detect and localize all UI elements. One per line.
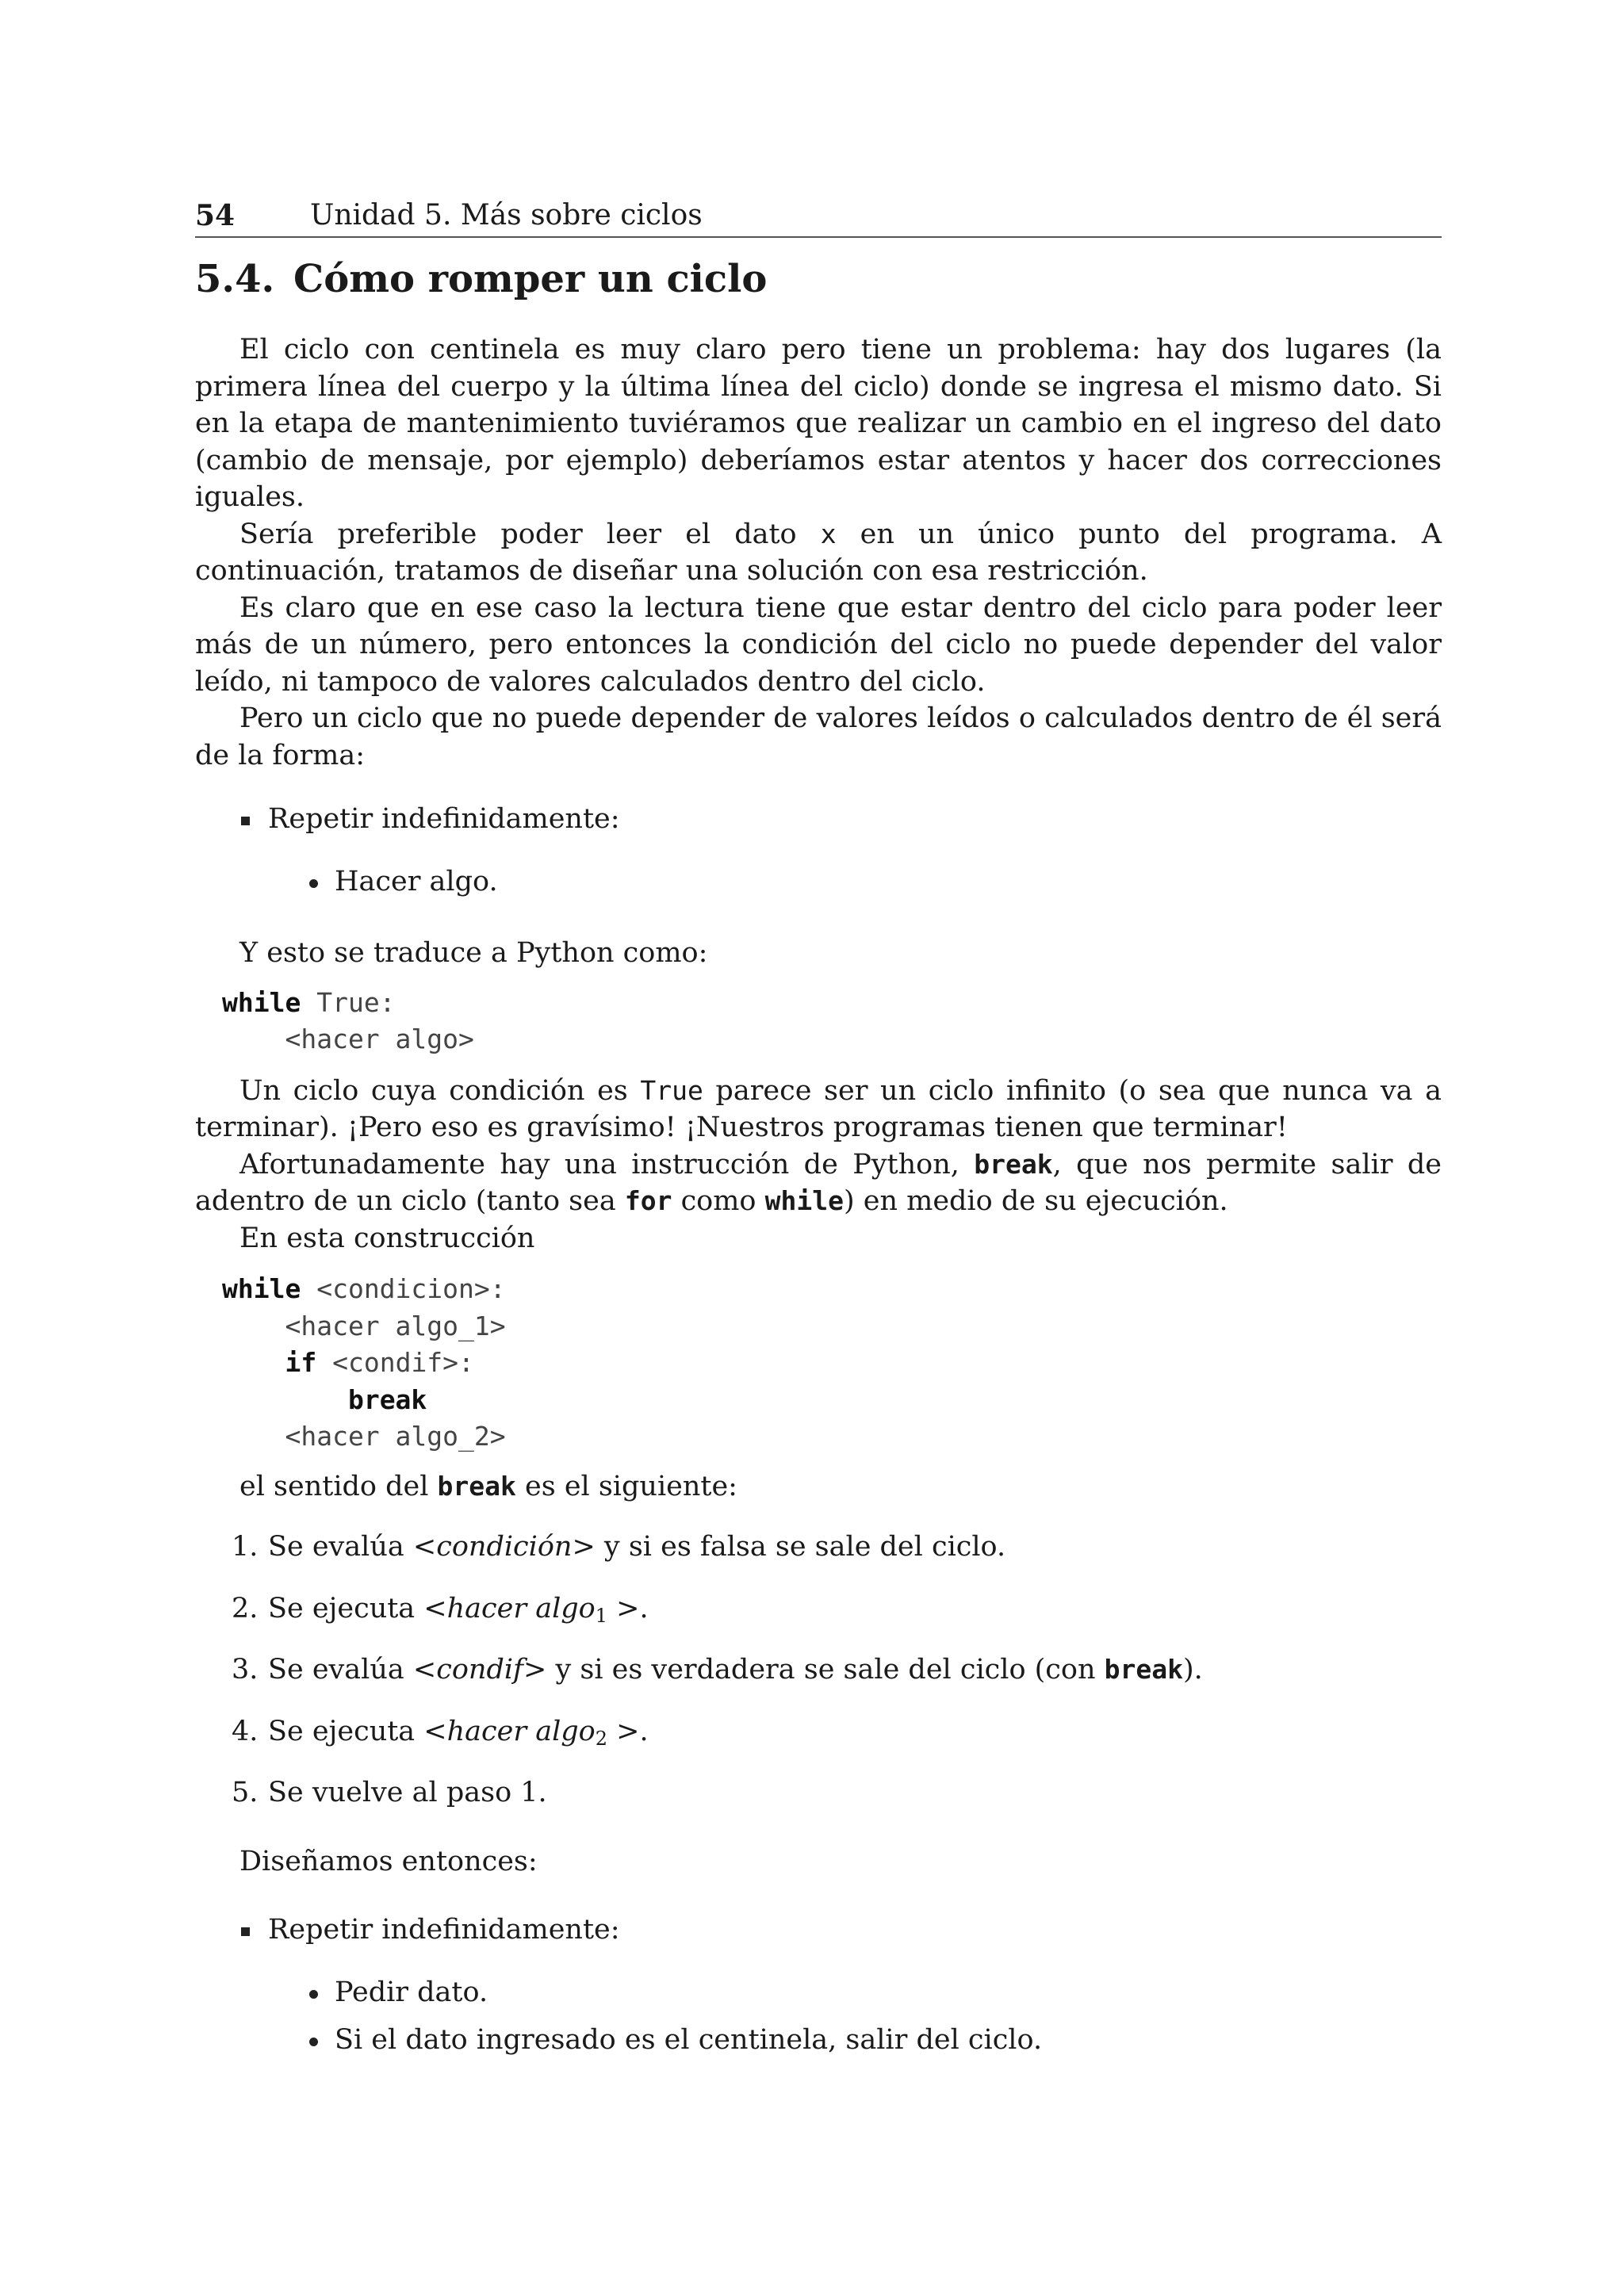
step-number: 5.: [232, 1777, 259, 1808]
text-run: Se evalúa: [268, 1531, 413, 1563]
text-run: Se ejecuta: [268, 1592, 424, 1624]
inline-keyword: break: [974, 1148, 1053, 1180]
paragraph: [195, 1073, 1442, 1146]
inline-keyword: break: [1104, 1654, 1183, 1685]
code-indent: [222, 1384, 348, 1415]
list-item-text: Si el dato ingresado es el centinela, salir del ciclo.: [335, 2024, 1043, 2056]
code-text: <condicion>:: [301, 1273, 506, 1304]
text-run: >.: [607, 1715, 649, 1747]
numbered-list: [195, 1529, 1442, 1812]
text-run: parece ser un ciclo infinito (o sea que nunca va a terminar). ¡Pero eso es gravísimo! ¡Nuestros programas tienen que terminar!: [195, 1074, 1442, 1143]
step-number: 1.: [232, 1531, 259, 1563]
keyword: while: [222, 986, 301, 1018]
body-text: [195, 331, 1442, 2059]
paragraph: Pero un ciclo que no puede depender de valores leídos o calculados dentro de él será de la forma:: [195, 702, 1442, 771]
inline-keyword: for: [624, 1185, 672, 1216]
keyword: if: [285, 1347, 317, 1378]
code-indent: [222, 1347, 285, 1378]
code-text: <hacer algo>: [222, 1024, 474, 1054]
paragraph: Diseñamos entonces:: [239, 1845, 538, 1877]
text-run: Afortunadamente hay una instrucción de Python,: [239, 1148, 975, 1181]
list-item: [195, 1713, 1442, 1751]
text-run: y si es verdadera se sale del ciclo (con: [546, 1654, 1105, 1686]
keyword: while: [222, 1273, 301, 1304]
bullet-icon: [309, 879, 318, 888]
step-number: 2.: [232, 1592, 259, 1624]
inline-code: True: [640, 1074, 703, 1106]
text-run: como: [672, 1185, 765, 1217]
inline-keyword: break: [437, 1470, 516, 1502]
keyword: break: [347, 1383, 427, 1415]
square-bullet-icon: [241, 1927, 250, 1936]
text-run: Sería preferible poder leer el dato: [239, 518, 821, 550]
paragraph: El ciclo con centinela es muy claro pero tiene un problema: hay dos lugares (la primera línea del cuerpo y la última línea del ciclo) donde se ingresa el mismo dato. Si en la etapa de mantenimiento tuviéramos que realizar un cambio en el ingreso del dato (cambio de mensaje, por ejemplo) deberíamos estar atentos y hacer dos correcciones iguales.: [195, 334, 1442, 513]
list-item: [195, 1774, 1442, 1812]
text-run: <condición>: [412, 1531, 596, 1563]
text-run: en un único punto del programa. A continuación, tratamos de diseñar una solución con esa restricción.: [195, 518, 1442, 587]
list-item-text: Repetir indefinidamente:: [268, 1914, 620, 1946]
text-run: Se ejecuta: [268, 1715, 424, 1747]
paragraph: [195, 1468, 1442, 1506]
text-run: es el siguiente:: [515, 1470, 737, 1502]
paragraph: Es claro que en ese caso la lectura tiene que estar dentro del ciclo para poder leer más de un número, pero entonces la condición del ciclo no puede depender del valor leído, ni tampoco de valores calculados dentro del ciclo.: [195, 591, 1442, 698]
code-block: [222, 985, 1442, 1058]
section-heading: [195, 255, 767, 303]
list-item: [195, 1590, 1442, 1628]
bullet-icon: [309, 1990, 318, 1999]
list-item: [195, 863, 1442, 901]
subscript: 2: [595, 1727, 608, 1750]
bullet-list: [195, 801, 1442, 900]
paragraph: [195, 1146, 1442, 1220]
bullet-icon: [309, 2038, 318, 2046]
inline-keyword: while: [764, 1185, 844, 1216]
square-bullet-icon: [241, 817, 250, 825]
code-text: True:: [301, 986, 396, 1018]
text-run: , que nos permite salir de adentro de un ciclo (tanto sea: [195, 1148, 1442, 1217]
code-text: <hacer algo_1>: [222, 1310, 506, 1341]
subscript: 1: [595, 1604, 608, 1627]
paragraph: [195, 516, 1442, 590]
list-item-text: Repetir indefinidamente:: [268, 803, 620, 835]
list-item: [195, 801, 1442, 838]
text-run: <hacer algo: [423, 1592, 596, 1624]
text-run: >.: [607, 1592, 649, 1624]
list-item: [195, 1651, 1442, 1689]
list-item-text: Hacer algo.: [335, 865, 498, 897]
text-run: ).: [1183, 1654, 1203, 1686]
text-run: Un ciclo cuya condición es: [239, 1074, 641, 1107]
list-item-text: Pedir dato.: [335, 1976, 488, 2008]
code-text: <condif>:: [316, 1347, 474, 1378]
list-item: [195, 2022, 1442, 2059]
paragraph: En esta construcción: [239, 1222, 535, 1254]
running-header: [195, 195, 1442, 238]
text-run: ) en medio de su ejecución.: [843, 1185, 1228, 1217]
code-text: <hacer algo_2>: [222, 1421, 506, 1452]
step-number: 3.: [232, 1654, 259, 1686]
text-run: el sentido del: [239, 1470, 438, 1502]
list-item: [195, 1974, 1442, 2011]
list-item: [195, 1529, 1442, 1566]
page-number: 54: [195, 199, 236, 232]
running-title: Unidad 5. Más sobre ciclos: [310, 199, 703, 232]
text-run: y si es falsa se sale del ciclo.: [595, 1531, 1006, 1563]
list-item: [195, 1911, 1442, 1949]
section-title: Cómo romper un ciclo: [293, 257, 768, 301]
text-run: <condif>: [412, 1654, 547, 1686]
bullet-list: [195, 1911, 1442, 2059]
inline-code: x: [820, 518, 837, 549]
step-number: 4.: [232, 1715, 259, 1747]
text-run: Se vuelve al paso 1.: [268, 1777, 547, 1808]
code-block: [222, 1271, 1442, 1456]
paragraph: Y esto se traduce a Python como:: [239, 937, 708, 969]
text-run: <hacer algo: [423, 1715, 596, 1747]
section-number: 5.4.: [195, 257, 275, 301]
text-run: Se evalúa: [268, 1654, 413, 1686]
